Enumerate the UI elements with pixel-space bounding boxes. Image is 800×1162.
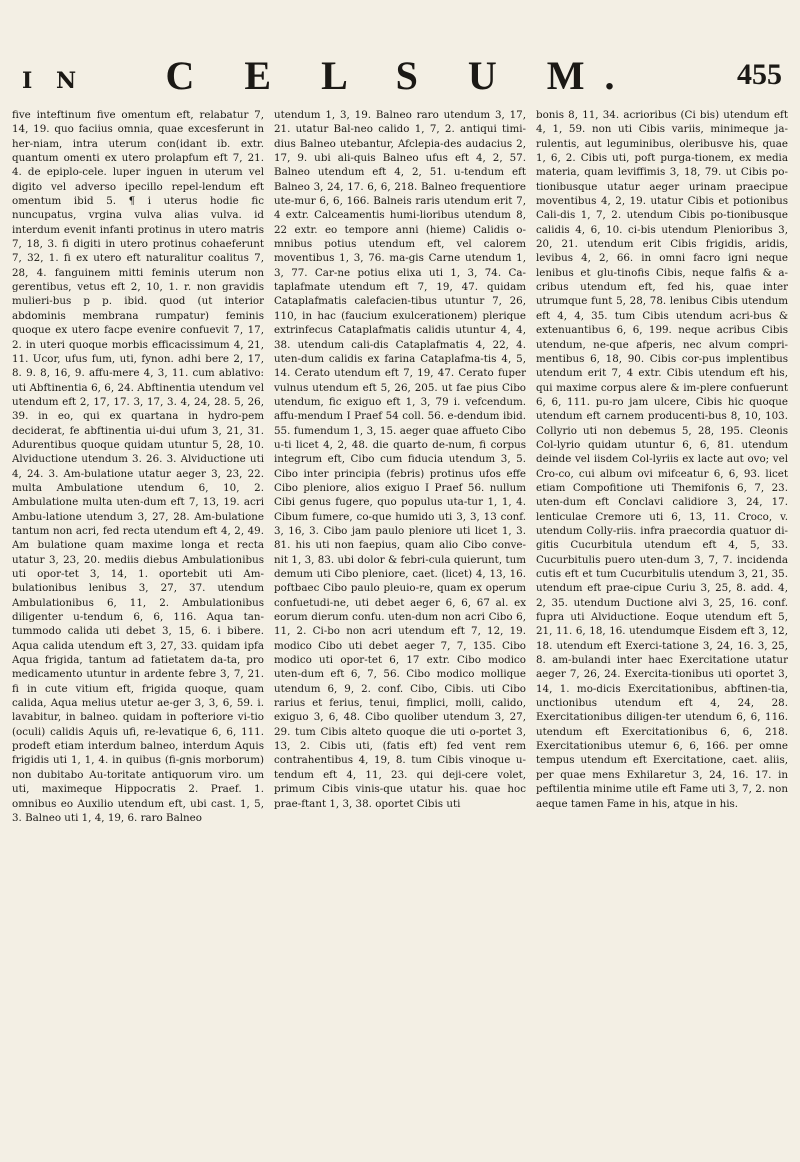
index-column-2 (274, 108, 526, 1156)
page-number: 455 (737, 58, 782, 91)
index-column-2-text: utendum 1, 3, 19. Balneo raro utendum 3, 17, 21. utatur Bal-neo calido 1, 7, 2. antiqui timi-dius Balneo utebantur, Afclepia-des audacius 2, 17, 9. ubi ali-quis Balneo ufus eft 4, 2, 57. Balneo utendum eft 4, 2, 51. u-tendum eft Balneo 3, 24, 17. 6, 6, 218. Balneo frequentiore ute-mur 6, 6, 166. Balneis raris utendum erit 7, 4 extr. Calceamentis humi-lioribus utendum 8, 22 extr. eo tempore anni (hieme) Calidis o-mnibus potius utendum eft, vel calorem moventibus 1, 3, 76. ma-gis Carne utendum 1, 3, 77. Car-ne potius elixa uti 1, 3, 74. Ca-taplafmate utendum eft 7, 19, 47. quidam Cataplafmatis calefacien-tibus utuntur 7, 26, 110, in hac (faucium exulcerationem) plerique extrinfecus Cataplafmatis calidis utuntur 4, 4, 38. utendum cali-dis Cataplafmatis 4, 22, 4. uten-dum calidis ex farina Cataplafma-tis 4, 5, 14. Cerato utendum eft 7, 19, 47. Cerato fuper vulnus utendum eft 5, 26, 205. ut fae pius Cibo utendum, fic exiguo eft 1, 3, 79 i. vefcendum. affu-mendum I Praef 54 coll. 56. e-dendum ibid. 55. fumendum 1, 3, 15. aeger quae affueto Cibo u-ti licet 4, 2, 48. die quarto de-num, fi corpus integrum eft, Cibo cum fiducia utendum 3, 5. Cibo inter principia (febris) protinus ufos effe Cibo pleniore, alios exiguo I Praef 56. nullum Cibi genus fugere, quo populus uta-tur 1, 1, 4. Cibum fumere, co-que humido uti 3, 3, 13 conf. 3, 16, 3. Cibo jam paulo pleniore uti licet 1, 3. 81. his uti non faepius, quam alio Cibo conve-nit 1, 3, 83. ubi dolor & febri-cula quierunt, tum demum uti Cibo pleniore, caet. (licet) 4, 13, 16. poftbaec Cibo paulo pleuio-re, quam ex operum confuetudi-ne, uti debet aeger 6, 6, 67 al. ex eorum dierum confu. uten-dum non acri Cibo 6, 11, 2. Ci-bo non acri utendum eft 7, 12, 19. modico Cibo uti debet aeger 7, 7, 135. Cibo modico uti opor-tet 6, 17 extr. Cibo modico uten-dum eft 6, 7, 56. Cibo modico mollique utendum 6, 9, 2. conf. Cibo, Cibis. uti Cibo rarius et ferius, tenui, fimplici, molli, calido, exiguo 3, 6, 48. Cibo quoliber utendum 3, 27, 29. tum Cibis alteto quoque die uti o-portet 3, 13, 2. Cibis uti, (fatis eft) fed vent rem contrahentibus 4, 19, 8. tum Cibis vinoque u-tendum eft 4, 11, 23. qui deji-cere volet, primum Cibis vinis-que utatur his. quae hoc prae-ftant 1, 3, 38. oportet Cibis uti (274, 109, 526, 810)
header-index-letters: I N (22, 68, 85, 94)
index-column-3-text: bonis 8, 11, 34. acrioribus (Ci bis) utendum eft 4, 1, 59. non uti Cibis variis, minimeque ja-rulentis, aut leguminibus, oleribusve his, quae 1, 6, 2. Cibis uti, poft purga-tionem, ex media materia, quam leviffimis 3, 18, 79. ut Cibis po-tionibusque utatur aeger urinam praecipue moventibus 4, 2, 19. utatur Cibis et potionibus Cali-dis 1, 7, 2. utendum Cibis po-tionibusque calidis 4, 6, 10. ci-bis utendum Plenioribus 3, 20, 21. utendum erit Cibis frigidis, aridis, levibus 4, 2, 66. in omni facro igni neque lenibus et glu-tinofis Cibis, neque falfis & a-cribus utendum eft, fed his, quae inter utrumque funt 5, 28, 78. lenibus Cibis utendum eft 4, 4, 35. tum Cibis utendum acri-bus & extenuantibus 6, 6, 199. neque acribus Cibis utendum, ne-que afperis, nec alvum compri-mentibus 6, 18, 90. Cibis cor-pus implentibus utendum erit 7, 4 extr. Cibis utendum eft his, qui maxime corpus alere & im-plere confuerunt 6, 6, 111. pu-ro jam ulcere, Cibis hic quoque utendum eft carnem producenti-bus 8, 10, 103. Collyrio uti non debemus 5, 28, 195. Cleonis Col-lyrio quidam utuntur 6, 6, 81. utendum deinde vel iisdem Col-lyriis ex lacte aut ovo; vel Cro-co, cui album ovi mifceatur 6, 6, 93. licet etiam Compofitione uti Themifonis 6, 7, 23. uten-dum eft Conclavi calidiore 3, 24, 17. lenticulae Cremore uti 6, 13, 11. Croco, v. utendum Colly-riis. infra praecordia quatuor di-gitis Cucurbitula utendum eft 4, 5, 33. Cucurbitulis puero uten-dum 3, 7, 7. incidenda cutis eft et tum Cucurbitulis utendum 3, 21, 35. utendum eft prae-cipue Curiu 3, 25, 8. add. 4, 2, 35. utendum Ductione alvi 3, 25, 16. conf. fupra uti Alviductione. Eoque utendum eft 5, 21, 11. 6, 18, 16. utendumque Eisdem eft 3, 12, 18. utendum eft Exerci-tatione 3, 24, 16. 3, 25, 8. am-bulandi inter haec Exercitatione utatur aeger 7, 26, 24. Exercita-tionibus uti oportet 3, 14, 1. mo-dicis Exercitationibus, abftinen-tia, unctionibus utendum eft 4, 24, 28. Exercitationibus diligen-ter utendum 6, 6, 116. utendum eft Exercitationibus 6, 6, 218. Exercitationibus utemur 6, 6, 166. per omne tempus utendum eft Exercitatione, caet. aliis, per quae mens Exhilaretur 3, 24, 16. 17. in peftilentia minime utile eft Fame uti 3, 7, 2. non aeque tamen Fame in his, atque in his. (536, 109, 788, 810)
index-column-3 (536, 108, 788, 1156)
header-title: C E L S U M. (165, 53, 635, 98)
index-columns (12, 108, 788, 1156)
index-column-1-text: five inteftinum five omentum eft, relabatur 7, 14, 19. quo faciius omnia, quae excesferunt in her-niam, intra uterum con(idant ib. extr. quantum omenti ex utero prolapfum eft 7, 21. 4. de epiplo-cele. luper inguen in uterum vel digito vel adverso ipecillo repel-lendum eft omentum ibid 5. ¶ i uterus hodie fic nuncupatus, vrgina vulva alias vulva. id interdum evenit infanti protinus in utero matris 7, 18, 3. fi digiti in utero protinus cohaeferunt 7, 32, 1. fi ex utero eft naturalitur coalitus 7, 28, 4. fanguinem mitti feminis uterum non gerentibus, vetus eft 2, 10, 1. r. non gravidis mulieri-bus p p. ibid. quod (ut interior abdominis membrana rumpatur) feminis quoque ex utero facpe evenire confuevit 7, 17, 2. in uteri quoque morbis efficacissimum 4, 21, 11. Ucor, ufus fum, uti, fynon. adhi bere 2, 17, 8. 9. 8, 16, 9. affu-mere 4, 3, 11. cum ablativo: uti Abftinentia 6, 6, 24. Abftinentia utendum vel utendum eft 2, 17, 17. 3, 17, 3. 4, 24, 28. 5, 26, 39. in eo, qui ex quartana in hydro-pem deciderat, fe abftinentia ui-dui ufum 3, 21, 31. Adurentibus quoque quidam utuntur 5, 28, 10. Alviductione utendum 3. 26. 3. Alviductione uti 4, 24. 3. Am-bulatione utatur aeger 3, 23, 22. multa Ambulatione utendum 6, 10, 2. Ambulatione multa uten-dum eft 7, 13, 19. acri Ambu-latione utendum 3, 27, 28. Am-bulatione tantum non acri, fed recta utendum eft 4, 2, 49. Am bulatione quam maxime longa et recta utatur 3, 23, 20. mediis diebus Ambulationibus uti opor-tet 3, 14, 1. oportebit uti Am-bulationibus lenibus 3, 27, 37. utendum Ambulationibus 6, 11, 2. Ambulationibus diligenter u-tendum 6, 6, 116. Aqua tan-tummodo calida uti debet 3, 15, 6. i bibere. Aqua calida utendum eft 3, 27, 33. quidam ipfa Aqua frigida, tantum ad fatietatem da-ta, pro medicamento utuntur in ardente febre 3, 7, 21. fi in cute vitium eft, frigida quoque, quam calida, Aqua melius utetur ae-ger 3, 3, 6, 59. i. lavabitur, in balneo. quidam in pofteriore vi-tio (oculi) calidis Aquis ufi, re-levatique 6, 6, 111. prodeft etiam interdum balneo, interdum Aquis frigidis uti 1, 1, 4. in quibus (fi-gnis morborum) non dubitabo Au-toritate antiquorum viro. um uti, maximeque Hippocratis 2. Praef. 1. omnibus eo Auxilio utendum eft, ubi cast. 1, 5, 3. Balneo uti 1, 4, 19, 6. raro Balneo (12, 109, 264, 824)
running-head (10, 46, 790, 100)
index-column-1 (12, 108, 264, 1156)
